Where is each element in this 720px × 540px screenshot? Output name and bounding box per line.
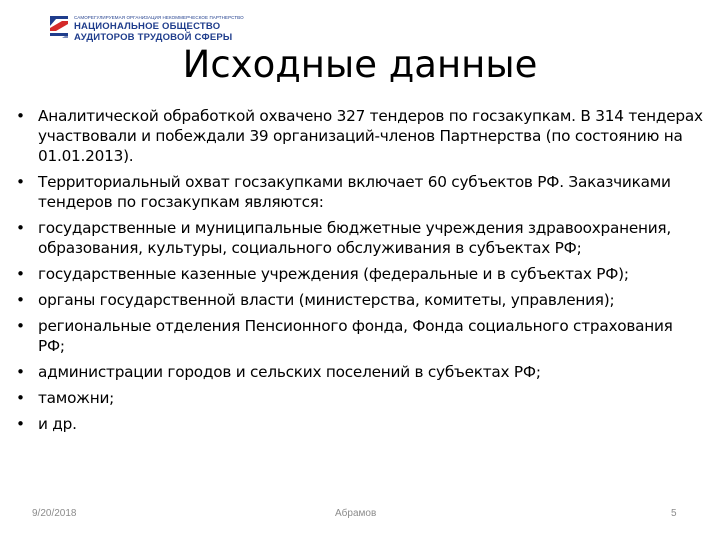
bullet-marker: •	[16, 219, 25, 237]
footer-author: Абрамов	[335, 508, 377, 519]
logo-line-1: НАЦИОНАЛЬНОЕ ОБЩЕСТВО	[74, 21, 221, 32]
logo-emblem-icon	[48, 12, 70, 42]
footer-date: 9/20/2018	[32, 508, 77, 519]
bullet-item	[14, 172, 704, 212]
bullet-item	[14, 388, 704, 408]
bullet-text: государственные и муниципальные бюджетные учреждения здравоохранения, образования, культуры, социального обслуживания в субъектах РФ;	[38, 219, 671, 257]
bullet-item	[14, 106, 704, 166]
bullet-text: органы государственной власти (министерства, комитеты, управления);	[38, 291, 615, 309]
bullet-marker: •	[16, 265, 25, 283]
bullet-marker: •	[16, 363, 25, 381]
bullet-list	[14, 106, 704, 440]
bullet-marker: •	[16, 291, 25, 309]
page-number: 5	[671, 508, 677, 519]
bullet-item	[14, 414, 704, 434]
bullet-marker: •	[16, 173, 25, 191]
bullet-item	[14, 316, 704, 356]
logo-subtitle: САМОРЕГУЛИРУЕМАЯ ОРГАНИЗАЦИЯ НЕКОММЕРЧЕСКОЕ ПАРТНЕРСТВО	[74, 15, 244, 20]
bullet-item	[14, 290, 704, 310]
bullet-item	[14, 362, 704, 382]
slide-title: Исходные данные	[182, 43, 538, 86]
bullet-text: Аналитической обработкой охвачено 327 тендеров по госзакупкам. В 314 тендерах участвовали и побеждали 39 организаций-членов Партнерства (по состоянию на 01.01.2013).	[38, 107, 703, 165]
bullet-text: Территориальный охват госзакупками включает 60 субъектов РФ. Заказчиками тендеров по госзакупкам являются:	[38, 173, 671, 211]
bullet-text: государственные казенные учреждения (федеральные и в субъектах РФ);	[38, 265, 629, 283]
bullet-item	[14, 264, 704, 284]
bullet-text: региональные отделения Пенсионного фонда, Фонда социального страхования РФ;	[38, 317, 673, 355]
bullet-text: таможни;	[38, 389, 115, 407]
bullet-text: и др.	[38, 415, 77, 433]
bullet-marker: •	[16, 317, 25, 335]
bullet-marker: •	[16, 415, 25, 433]
bullet-text: администрации городов и сельских поселений в субъектах РФ;	[38, 363, 541, 381]
bullet-marker: •	[16, 389, 25, 407]
bullet-item	[14, 218, 704, 258]
logo-line-2: АУДИТОРОВ ТРУДОВОЙ СФЕРЫ	[74, 32, 233, 43]
bullet-marker: •	[16, 107, 25, 125]
